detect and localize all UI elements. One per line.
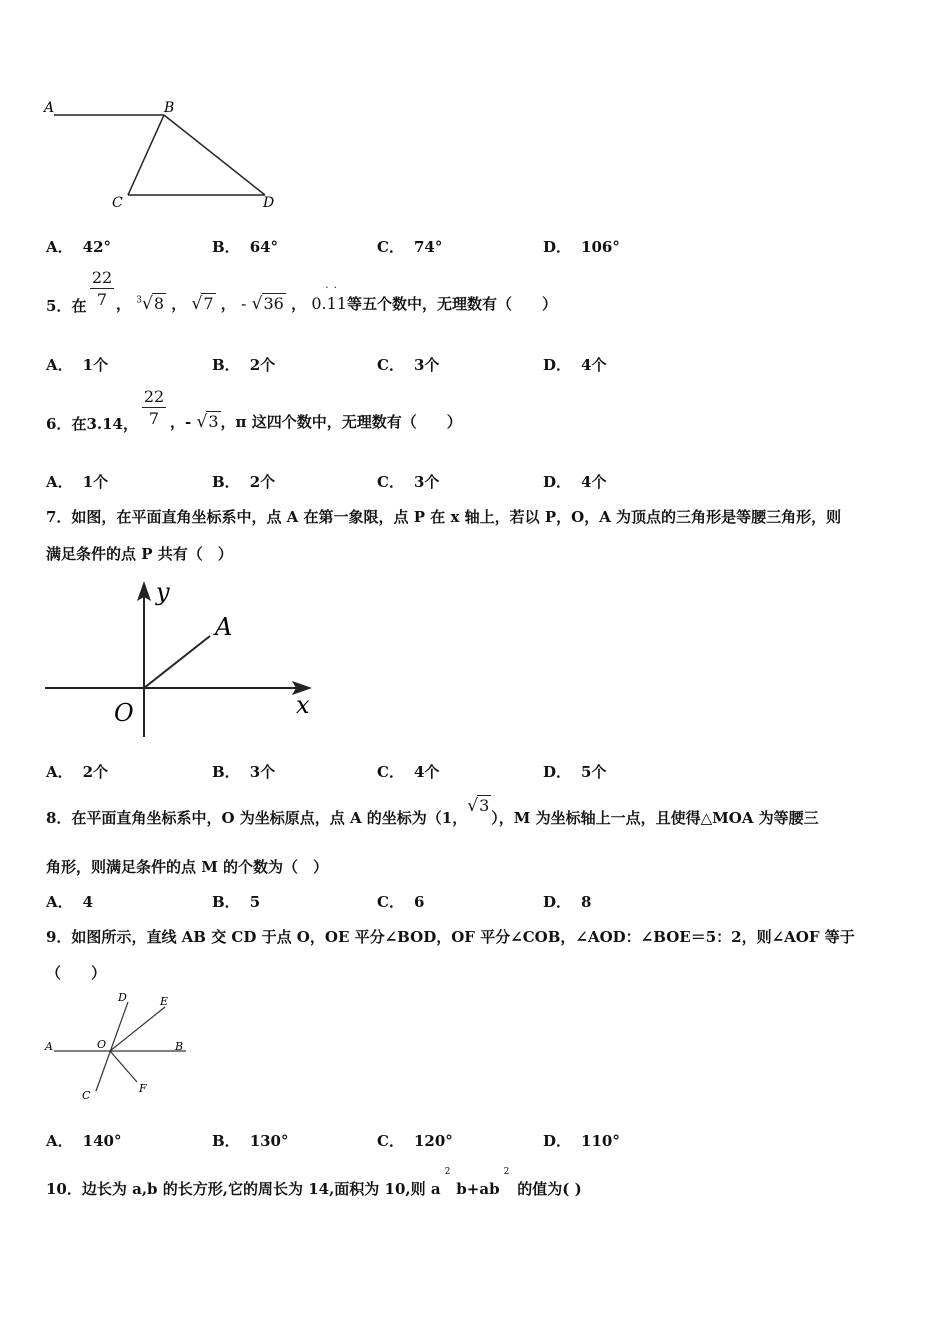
q10-text-b: b+ab	[456, 1180, 500, 1198]
label-c: C	[82, 1089, 91, 1102]
q5-cbrt-radicand: 8	[153, 294, 165, 313]
q10-text-a: 10．边长为 a,b 的长方形,它的周长为 14,面积为 10,则 a	[46, 1180, 441, 1198]
ray-oa	[144, 636, 210, 688]
label-y: y	[156, 578, 170, 606]
q8-sqrt3: 3	[479, 796, 490, 815]
label-c: C	[112, 195, 123, 211]
q5-repeat-dots: · ·	[325, 283, 338, 294]
label-a: A	[44, 100, 55, 116]
figure-intersecting-lines	[40, 988, 200, 1108]
q8-line1-b: ），M 为坐标轴上一点，且使得△MOA 为等腰三	[491, 809, 819, 827]
q8-option-b[interactable]: B． 5	[212, 893, 261, 911]
label-a: A	[45, 1040, 53, 1053]
q7-option-b[interactable]: B． 3个	[212, 763, 276, 781]
q6-expression: ，- √3 ，π 这四个数中，无理数有（ ）	[170, 412, 462, 432]
q5-option-d[interactable]: D． 4个	[543, 356, 607, 374]
figure-axes	[40, 575, 325, 745]
q4-option-c[interactable]: C． 74°	[377, 238, 443, 256]
q6-option-b[interactable]: B． 2个	[212, 473, 276, 491]
q10-text-c: 的值为( )	[517, 1180, 582, 1198]
q5-prefix: 在	[71, 297, 87, 315]
q5-frac-num: 22	[91, 268, 113, 287]
q5-repeat-decimal: 0.11	[311, 294, 347, 313]
q4-option-b[interactable]: B． 64°	[212, 238, 279, 256]
q8-line1-a: 8．在平面直角坐标系中，O 为坐标原点，点 A 的坐标为（1，	[46, 809, 468, 827]
q4-option-d[interactable]: D． 106°	[543, 238, 620, 256]
figure-triangle-abcd	[40, 92, 290, 217]
q6-fraction	[142, 387, 166, 428]
q6-frac-den: 7	[148, 409, 160, 428]
q6-option-c[interactable]: C． 3个	[377, 473, 440, 491]
q9-option-d[interactable]: D． 110°	[543, 1132, 620, 1150]
label-f: F	[139, 1082, 147, 1095]
q8-option-a[interactable]: A． 4	[46, 893, 94, 911]
q5-option-a[interactable]: A． 1个	[46, 356, 109, 374]
q5-sqrt7: 7	[203, 294, 214, 313]
question-10	[46, 1167, 582, 1199]
question-6	[46, 413, 138, 434]
q6-option-d[interactable]: D． 4个	[543, 473, 607, 491]
question-8-line1: 8．在平面直角坐标系中，O 为坐标原点，点 A 的坐标为（1，√3），M 为坐标轴上一点，且使得△MOA 为等腰三	[46, 796, 819, 827]
question-9-line1: 9．如图所示，直线 AB 交 CD 于点 O，OE 平分∠BOD，OF 平分∠COB，∠AOD：∠BOE＝5：2，则∠AOF 等于	[46, 928, 855, 946]
q6-number: 6．	[46, 415, 72, 433]
label-e: E	[160, 995, 169, 1008]
question-5	[46, 295, 86, 316]
q10-sup2: 2	[503, 1167, 510, 1177]
q6-sqrt3: 3	[208, 412, 219, 431]
q6-frac-num: 22	[143, 387, 165, 406]
q9-option-b[interactable]: B． 130°	[212, 1132, 289, 1150]
q6-prefix: 在3.14，	[71, 415, 138, 433]
q7-option-d[interactable]: D． 5个	[543, 763, 607, 781]
question-9-line2: （ ）	[46, 964, 107, 982]
q9-option-a[interactable]: A． 140°	[46, 1132, 122, 1150]
q5-frac-den: 7	[96, 290, 108, 309]
q4-option-a[interactable]: A． 42°	[46, 238, 112, 256]
label-d: D	[263, 195, 275, 211]
q5-expression: ， $^3$√8 ， √7 ， - √36 ， · · 0.11等五个数中，无理数有（ ）	[116, 283, 557, 314]
q5-suffix: 等五个数中，无理数有（ ）	[346, 295, 557, 313]
q9-option-c[interactable]: C． 120°	[377, 1132, 453, 1150]
label-x: x	[296, 691, 310, 719]
label-b: B	[164, 100, 175, 116]
question-7-line1: 7．如图，在平面直角坐标系中，点 A 在第一象限，点 P 在 x 轴上，若以 P，O，A 为顶点的三角形是等腰三角形，则	[46, 508, 842, 526]
label-o: O	[114, 699, 134, 727]
question-8-line2: 角形，则满足条件的点 M 的个数为（ ）	[46, 858, 329, 876]
q7-option-a[interactable]: A． 2个	[46, 763, 109, 781]
q5-number: 5．	[46, 297, 72, 315]
q6-mid: ，-	[170, 413, 192, 431]
line-bc	[128, 115, 164, 195]
q6-suffix: ，π 这四个数中，无理数有（ ）	[220, 413, 462, 431]
q10-sup1: 2	[444, 1167, 451, 1177]
q7-option-c[interactable]: C． 4个	[377, 763, 440, 781]
question-7-line2: 满足条件的点 P 共有（ ）	[46, 545, 233, 563]
q6-option-a[interactable]: A． 1个	[46, 473, 109, 491]
q5-option-c[interactable]: C． 3个	[377, 356, 440, 374]
label-b: B	[175, 1040, 184, 1053]
label-o: O	[97, 1038, 107, 1051]
line-bd	[164, 115, 265, 195]
label-d: D	[118, 991, 127, 1004]
q5-sqrt36: 36	[263, 294, 284, 313]
label-a: A	[215, 613, 233, 641]
q5-option-b[interactable]: B． 2个	[212, 356, 276, 374]
q8-option-d[interactable]: D． 8	[543, 893, 592, 911]
ray-of	[110, 1051, 137, 1082]
q5-fraction	[90, 268, 114, 309]
q5-cbrt-index: 3	[136, 295, 142, 306]
q8-option-c[interactable]: C． 6	[377, 893, 425, 911]
